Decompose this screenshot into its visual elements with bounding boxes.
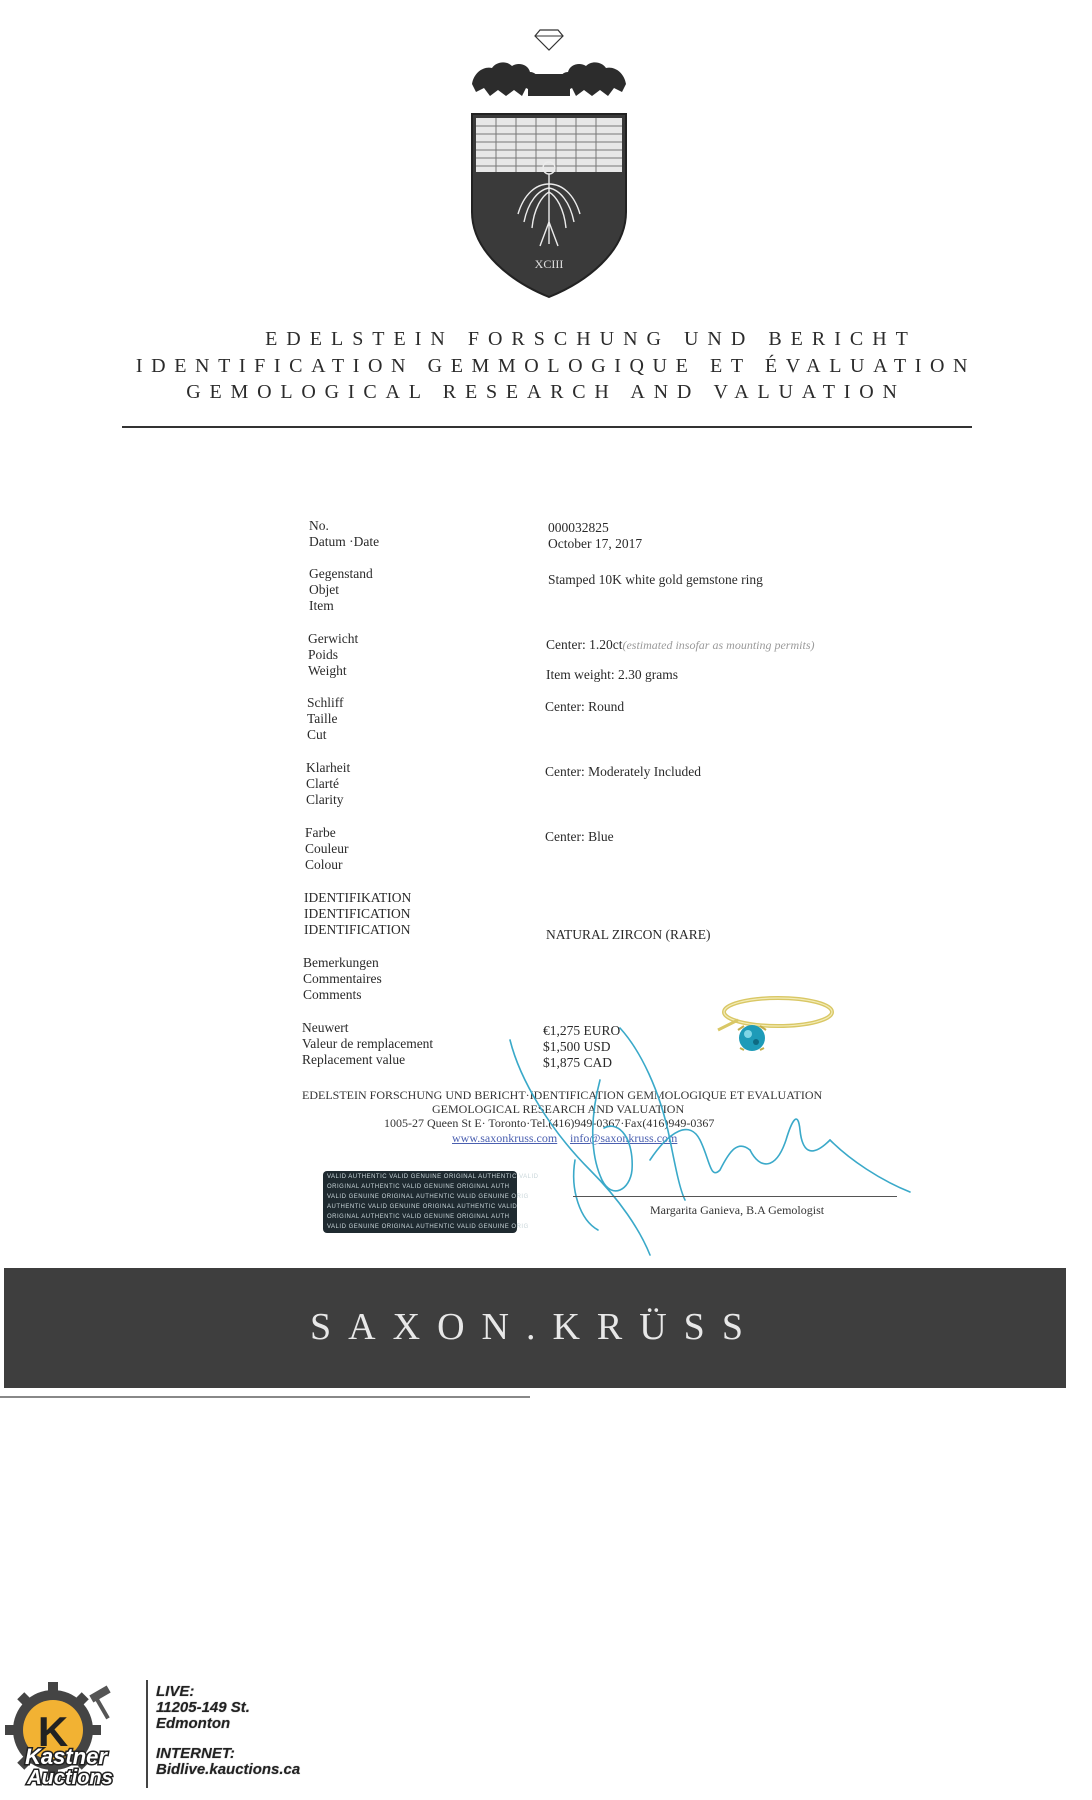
identification-value: NATURAL ZIRCON (RARE)	[546, 927, 711, 942]
hologram-text: VALID GENUINE ORIGINAL AUTHENTIC VALID GENUINE ORIG	[327, 1224, 529, 1230]
diamond-icon	[535, 30, 563, 50]
live-city: Edmonton	[156, 1715, 231, 1732]
brand-name: SAXON.KRÜSS	[310, 1306, 760, 1348]
svg-text:K: K	[37, 1708, 69, 1755]
replacement-value-eur: €1,275 EURO	[543, 1023, 621, 1038]
weight-note: (estimated insofar as mounting permits)	[622, 638, 815, 652]
item-label-de: Gegenstand	[309, 566, 373, 581]
item-label-fr: Objet	[309, 582, 339, 597]
colour-label-fr: Couleur	[305, 841, 349, 856]
internet-label: INTERNET:	[156, 1745, 235, 1762]
griffins-icon	[472, 62, 626, 96]
cut-label-fr: Taille	[307, 711, 338, 726]
hologram-text: VALID AUTHENTIC VALID GENUINE ORIGINAL AUTHENTIC VALID	[327, 1174, 539, 1180]
weight-label-fr: Poids	[308, 647, 339, 662]
header-french: IDENTIFICATION GEMMOLOGIQUE ET ÉVALUATION	[135, 355, 977, 377]
colour-value: Center: Blue	[545, 829, 614, 844]
weight-label-de: Gerwicht	[308, 631, 359, 646]
header-divider	[122, 426, 972, 428]
weight-center-value	[546, 637, 814, 653]
replacement-label-de: Neuwert	[302, 1020, 349, 1035]
clarity-label-fr: Clarté	[306, 776, 339, 791]
email-link[interactable]: info@saxonkruss.com	[570, 1131, 678, 1145]
clarity-value: Center: Moderately Included	[545, 764, 701, 779]
replacement-label-fr: Valeur de remplacement	[302, 1036, 434, 1051]
certificate-date: October 17, 2017	[548, 536, 643, 551]
live-label: LIVE:	[156, 1683, 195, 1700]
replacement-label-en: Replacement value	[302, 1052, 406, 1067]
certificate-number: 000032825	[548, 520, 609, 535]
header-german: EDELSTEIN FORSCHUNG UND BERICHT	[265, 328, 917, 350]
replacement-value-cad: $1,875 CAD	[543, 1055, 613, 1070]
clarity-label-en: Clarity	[306, 792, 344, 807]
footer-address: 1005-27 Queen St E· Toronto·Tel.(416)949-0367·Fax(416)949-0367	[384, 1116, 715, 1130]
header-english: GEMOLOGICAL RESEARCH AND VALUATION	[186, 381, 906, 403]
hologram-text: VALID GENUINE ORIGINAL AUTHENTIC VALID GENUINE ORIG	[327, 1194, 529, 1200]
gavel-icon	[89, 1686, 110, 1720]
item-weight-value: Item weight: 2.30 grams	[546, 667, 678, 682]
website-link[interactable]: www.saxonkruss.com	[452, 1131, 558, 1145]
signature	[480, 1020, 920, 1260]
date-label: Datum ·Date	[309, 534, 380, 549]
identification-label-de: IDENTIFIKATION	[304, 890, 412, 905]
page-edge-line	[0, 1396, 530, 1398]
cut-value: Center: Round	[545, 699, 625, 714]
no-label: No.	[309, 518, 329, 533]
weight-center: Center: 1.20ct	[546, 637, 623, 652]
internet-url[interactable]: Bidlive.kauctions.ca	[156, 1761, 301, 1778]
item-value: Stamped 10K white gold gemstone ring	[548, 572, 763, 587]
hologram-text: ORIGINAL AUTHENTIC VALID GENUINE ORIGINAL AUTH	[327, 1214, 510, 1220]
logo-line2: Auctions	[27, 1767, 113, 1789]
replacement-value-usd: $1,500 USD	[543, 1039, 611, 1054]
hologram-text: ORIGINAL AUTHENTIC VALID GENUINE ORIGINAL AUTH	[327, 1184, 510, 1190]
gemologist-name: Margarita Ganieva, B.A Gemologist	[650, 1203, 825, 1217]
colour-label-de: Farbe	[305, 825, 336, 840]
logo-line1: Kastner	[25, 1744, 107, 1769]
signature-line	[573, 1196, 897, 1197]
footer-line1: EDELSTEIN FORSCHUNG UND BERICHT·IDENTIFICATION GEMMOLOGIQUE ET EVALUATION	[302, 1088, 823, 1102]
kastner-auctions-logo	[8, 1680, 143, 1790]
comments-label-fr: Commentaires	[303, 971, 382, 986]
footer-line2: GEMOLOGICAL RESEARCH AND VALUATION	[432, 1102, 685, 1116]
weight-label-en: Weight	[308, 663, 347, 678]
comments-label-en: Comments	[303, 987, 362, 1002]
identification-label-en: IDENTIFICATION	[304, 922, 411, 937]
auction-divider	[146, 1680, 148, 1788]
clarity-label-de: Klarheit	[306, 760, 351, 775]
cut-label-en: Cut	[307, 727, 327, 742]
live-address: 11205-149 St.	[156, 1699, 250, 1716]
comments-label-de: Bemerkungen	[303, 955, 379, 970]
identification-label-fr: IDENTIFICATION	[304, 906, 411, 921]
item-label-en: Item	[309, 598, 334, 613]
hologram-text: AUTHENTIC VALID GENUINE ORIGINAL AUTHENTIC VALID	[327, 1204, 518, 1210]
colour-label-en: Colour	[305, 857, 343, 872]
crest-logo	[466, 22, 632, 302]
cut-label-de: Schliff	[307, 695, 344, 710]
crest-numeral: XCIII	[534, 257, 564, 271]
